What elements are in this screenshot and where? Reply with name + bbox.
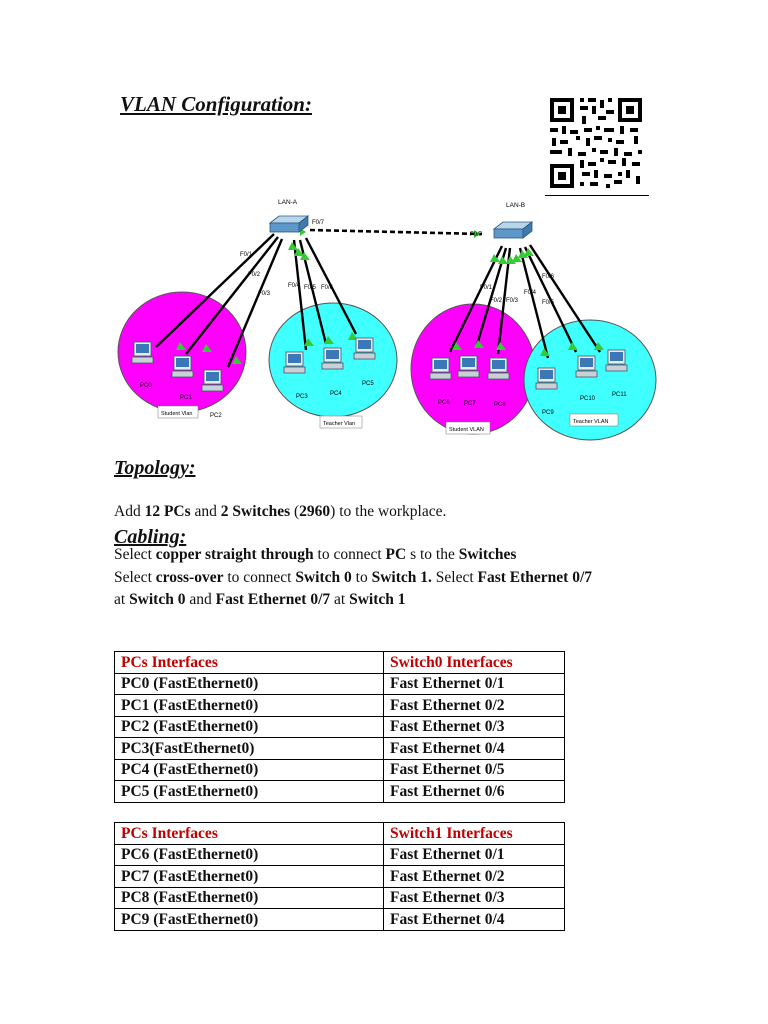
port-label: F0/4: [288, 283, 301, 289]
text-run: 2960: [299, 503, 331, 520]
text-run: Select: [431, 569, 478, 586]
table-cell: Fast Ethernet 0/2: [384, 866, 565, 888]
port-label: F0/2: [248, 272, 261, 278]
vlan-label-student-a: Student Vlan: [161, 411, 193, 417]
port-label: F0/4: [524, 290, 537, 296]
text-run: Select: [114, 569, 156, 586]
text-run: copper straight through: [155, 546, 314, 563]
port-label: F0/6: [321, 285, 334, 291]
cabling-line-3: [114, 591, 406, 609]
text-run: at: [330, 591, 350, 608]
text-run: Select: [114, 546, 156, 563]
table-cell: Fast Ethernet 0/3: [384, 887, 565, 909]
table-row: [115, 909, 565, 931]
text-run: to connect: [313, 546, 386, 563]
table-cell: PC1 (FastEthernet0): [115, 695, 384, 717]
pc-label: PC4: [330, 391, 342, 397]
text-run: and: [185, 591, 216, 608]
vlan-label-student-b: Student VLAN: [449, 427, 484, 433]
port-label: F0/2: [490, 298, 503, 304]
text-run: cross-over: [155, 569, 224, 586]
text-run: Switch 1.: [371, 569, 432, 586]
table-cell: Fast Ethernet 0/3: [384, 716, 565, 738]
text-run: Fast Ethernet 0/7: [215, 591, 331, 608]
table-header-cell: Switch0 Interfaces: [384, 652, 565, 674]
pc-label: PC3: [296, 394, 308, 400]
table-cell: Fast Ethernet 0/4: [384, 738, 565, 760]
table-cell: PC5 (FastEthernet0): [115, 781, 384, 803]
trunk-link: [310, 230, 482, 234]
table-cell: Fast Ethernet 0/2: [384, 695, 565, 717]
table-cell: Fast Ethernet 0/1: [384, 844, 565, 866]
table-cell: PC8 (FastEthernet0): [115, 887, 384, 909]
text-run: 2 Switches: [220, 503, 291, 520]
table-cell: PC3(FastEthernet0): [115, 738, 384, 760]
text-run: s to the: [406, 546, 459, 563]
pc-label: PC11: [612, 392, 627, 398]
text-run: Switches: [458, 546, 517, 563]
table-row: [115, 695, 565, 717]
text-run: PC: [385, 546, 407, 563]
text-run: Switch 0: [129, 591, 186, 608]
text-run: Add: [114, 503, 145, 520]
table-cell: Fast Ethernet 0/4: [384, 909, 565, 931]
text-run: 12 PCs: [144, 503, 191, 520]
pc-label: PC7: [464, 401, 476, 407]
page-title: VLAN Configuration:: [120, 92, 312, 116]
text-run: at: [114, 591, 130, 608]
table-cell: PC0 (FastEthernet0): [115, 673, 384, 695]
cabling-line-2: [114, 569, 592, 587]
table-row: [115, 673, 565, 695]
trunk-port-a: F0/7: [312, 220, 325, 226]
network-topology-diagram: [110, 192, 670, 452]
cabling-heading: Cabling:: [114, 526, 187, 548]
port-label: F0/5: [304, 285, 317, 291]
switch1-interfaces-table: [114, 822, 565, 931]
trunk-port-b: F0/7: [470, 232, 483, 238]
table-cell: Fast Ethernet 0/1: [384, 673, 565, 695]
table-cell: PC4 (FastEthernet0): [115, 759, 384, 781]
port-label: F0/3: [258, 291, 271, 297]
pc-label: PC8: [494, 402, 506, 408]
pc-label: PC0: [140, 383, 152, 389]
text-run: and: [190, 503, 221, 520]
text-run: Switch 0: [295, 569, 352, 586]
switch0-interfaces-table: [114, 651, 565, 803]
table-cell: PC9 (FastEthernet0): [115, 909, 384, 931]
text-run: to connect: [223, 569, 296, 586]
table-header-cell: Switch1 Interfaces: [384, 823, 565, 845]
table-row: [115, 887, 565, 909]
table-row: [115, 844, 565, 866]
pc-label: PC2: [210, 413, 222, 419]
pc-label: PC9: [542, 410, 554, 416]
table-header-row: [115, 823, 565, 845]
text-run: to: [351, 569, 372, 586]
text-run: Switch 1: [349, 591, 406, 608]
switch-label-lan-a: LAN-A: [278, 199, 298, 206]
vlan-label-teacher-a: Teacher Vlan: [323, 421, 356, 427]
cabling-line-1: [114, 546, 516, 564]
port-label: F0/3: [506, 298, 519, 304]
pc-label: PC6: [438, 400, 450, 406]
port-label: F0/6: [542, 274, 555, 280]
text-run: (: [290, 503, 300, 520]
text-run: ) to the workplace.: [330, 503, 447, 520]
port-label: F0/1: [480, 285, 493, 291]
table-header-cell: PCs Interfaces: [115, 652, 384, 674]
table-row: [115, 716, 565, 738]
text-run: Fast Ethernet 0/7: [477, 569, 593, 586]
table-row: [115, 759, 565, 781]
table-cell: PC7 (FastEthernet0): [115, 866, 384, 888]
table-cell: Fast Ethernet 0/6: [384, 781, 565, 803]
intro-text: [114, 503, 446, 521]
pc-label: PC5: [362, 381, 374, 387]
pc-label: PC1: [180, 395, 192, 401]
port-label: F0/5: [542, 300, 555, 306]
qr-code-icon: [548, 96, 644, 190]
table-row: [115, 781, 565, 803]
table-row: [115, 866, 565, 888]
topology-heading: Topology:: [114, 457, 196, 479]
table-row: [115, 738, 565, 760]
table-cell: PC6 (FastEthernet0): [115, 844, 384, 866]
pc-label: PC10: [580, 396, 596, 402]
table-cell: Fast Ethernet 0/5: [384, 759, 565, 781]
port-label: F0/1: [240, 252, 253, 258]
table-header-row: [115, 652, 565, 674]
vlan-label-teacher-b: Teacher VLAN: [573, 419, 609, 425]
table-cell: PC2 (FastEthernet0): [115, 716, 384, 738]
table-header-cell: PCs Interfaces: [115, 823, 384, 845]
switch-label-lan-b: LAN-B: [506, 202, 526, 209]
